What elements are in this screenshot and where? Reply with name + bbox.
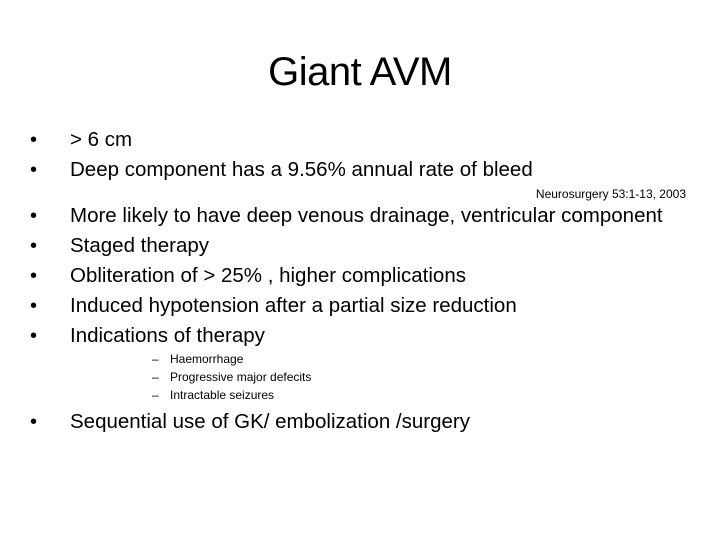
bullet-item — [30, 324, 690, 404]
bullet-text: Induced hypotension after a partial size reduction — [70, 294, 517, 317]
sub-bullet-text: Intractable seizures — [170, 388, 275, 402]
bullet-list — [30, 128, 690, 440]
bullet-marker: • — [30, 411, 38, 433]
bullet-item — [30, 264, 690, 288]
bullet-marker: • — [30, 265, 38, 287]
sub-bullet-item — [70, 368, 690, 386]
bullet-text: More likely to have deep venous drainage, ventricular component — [70, 204, 663, 227]
bullet-item — [30, 410, 690, 434]
sub-bullet-marker: – — [152, 370, 159, 384]
bullet-item — [30, 294, 690, 318]
bullet-text: > 6 cm — [70, 128, 133, 151]
bullet-item — [30, 158, 690, 182]
bullet-item — [30, 234, 690, 258]
bullet-item — [30, 204, 690, 228]
bullet-item — [30, 128, 690, 152]
sub-bullet-text: Haemorrhage — [170, 352, 244, 366]
bullet-marker: • — [30, 205, 38, 227]
bullet-marker: • — [30, 159, 38, 181]
sub-bullet-text: Progressive major defecits — [170, 370, 312, 384]
sub-bullet-list — [70, 350, 690, 404]
bullet-text: Indications of therapy — [70, 324, 265, 347]
sub-bullet-marker: – — [152, 352, 159, 366]
bullet-text: Sequential use of GK/ embolization /surgery — [70, 410, 470, 433]
bullet-marker: • — [30, 295, 38, 317]
sub-bullet-marker: – — [152, 388, 159, 402]
slide-title: Giant AVM — [268, 50, 452, 94]
bullet-text: Deep component has a 9.56% annual rate of bleed — [70, 158, 533, 181]
sub-bullet-item — [70, 350, 690, 368]
sub-bullet-item — [70, 386, 690, 404]
citation: Neurosurgery 53:1-13, 2003 — [535, 187, 686, 201]
bullet-text: Obliteration of > 25% , higher complications — [70, 264, 466, 287]
bullet-marker: • — [30, 129, 38, 151]
bullet-text: Staged therapy — [70, 234, 210, 257]
bullet-marker: • — [30, 235, 38, 257]
bullet-marker: • — [30, 325, 38, 347]
